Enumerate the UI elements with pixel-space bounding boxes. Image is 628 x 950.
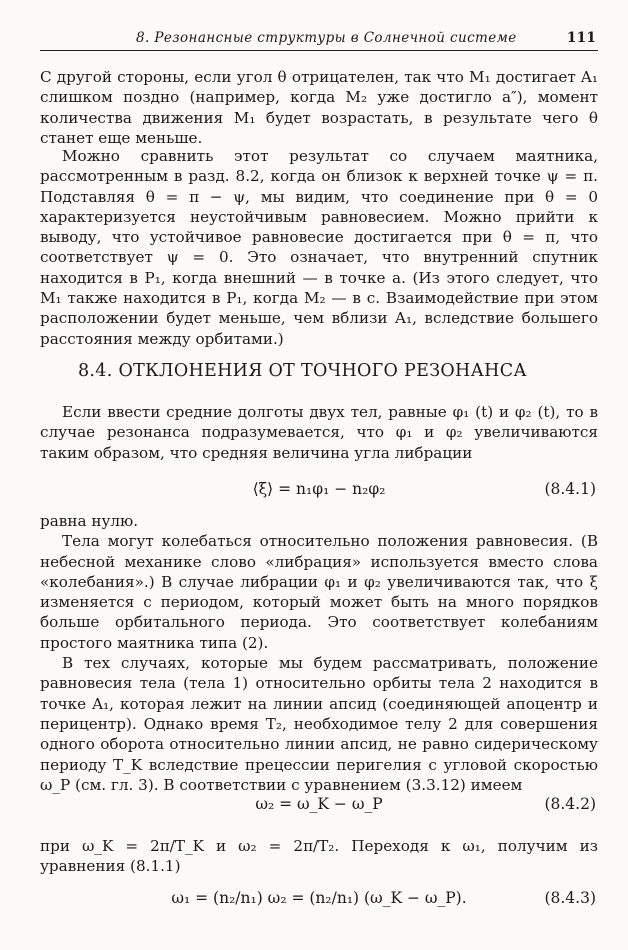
equation-number: (8.4.3) xyxy=(544,889,596,907)
running-title: 8. Резонансные структуры в Солнечной системе xyxy=(136,30,517,46)
page-number: 111 xyxy=(566,30,596,46)
paragraph: С другой стороны, если угол θ отрицателен, так что M₁ достигает A₁ слишком поздно (например, когда M₂ уже достигло a″), момент количества движения M₁ будет возрастать, в результате чего θ станет еще меньше. xyxy=(40,68,598,147)
running-header xyxy=(40,30,598,51)
paragraph: Если ввести средние долготы двух тел, равные φ₁ (t) и φ₂ (t), то в случае резонанса подразумевается, что φ₁ и φ₂ увеличиваются таким образом, что средняя величина угла либрации xyxy=(40,403,598,462)
paragraph: В тех случаях, которые мы будем рассматривать, положение равновесия тела (тела 1) относительно орбиты тела 2 находится в точке A₁, которая лежит на линии апсид (соединяющей апоцентр и перицентр). Однако время T₂, необходимое телу 2 для совершения одного оборота относительно линии апсид, не равно сидерическому периоду T_K вследствие прецессии перигелия с угловой скоростью ω_P (см. гл. 3). В соответствии с уравнением (3.3.12) имеем xyxy=(40,654,598,794)
equation-number: (8.4.2) xyxy=(544,795,596,813)
equation-formula: ⟨ξ⟩ = n₁φ₁ − n₂φ₂ xyxy=(252,480,386,498)
paragraph: Можно сравнить этот результат со случаем маятника, рассмотренным в разд. 8.2, когда он близок к верхней точке ψ = π. Подставляя θ = π − ψ, мы видим, что соединение при θ = 0 характеризуется неустойчивым равновесием. Можно прийти к выводу, что устойчивое равновесие достигается при θ = π, что соответствует ψ = 0. Это означает, что внутренний спутник находится в P₁, когда внешний — в точке a. (Из этого следует, что M₁ также находится в P₁, когда M₂ — в c. Взаимодействие при этом расположении будет меньше, чем вблизи A₁, вследствие большего расстояния между орбитами.) xyxy=(40,147,598,348)
equation-8-4-2 xyxy=(40,795,598,817)
equation-formula: ω₁ = (n₂/n₁) ω₂ = (n₂/n₁) (ω_K − ω_P). xyxy=(171,889,467,907)
text-block-3 xyxy=(40,402,598,463)
text-block-2 xyxy=(40,146,598,349)
paragraph-continuation: равна нулю. xyxy=(40,512,139,530)
section-title: 8.4. ОТКЛОНЕНИЯ ОТ ТОЧНОГО РЕЗОНАНСА xyxy=(78,361,527,381)
paragraph: при ω_K = 2π/T_K и ω₂ = 2π/T₂. Переходя к ω₁, получим из уравнения (8.1.1) xyxy=(40,837,598,876)
equation-8-4-3 xyxy=(40,885,598,915)
equation-formula: ω₂ = ω_K − ω_P xyxy=(255,795,383,813)
equation-number: (8.4.1) xyxy=(544,480,596,498)
paragraph: Тела могут колебаться относительно положения равновесия. (В небесной механике слово «либрация» используется вместо слова «колебания».) В случае либрации φ₁ и φ₂ увеличиваются так, что ξ изменяется с периодом, который может быть на много порядков больше орбитального периода. Это соответствует колебаниям простого маятника типа (2). xyxy=(40,532,598,652)
text-block-5 xyxy=(40,836,598,877)
equation-8-4-1 xyxy=(40,480,598,502)
text-block-1 xyxy=(40,67,598,148)
text-block-4 xyxy=(40,511,598,795)
